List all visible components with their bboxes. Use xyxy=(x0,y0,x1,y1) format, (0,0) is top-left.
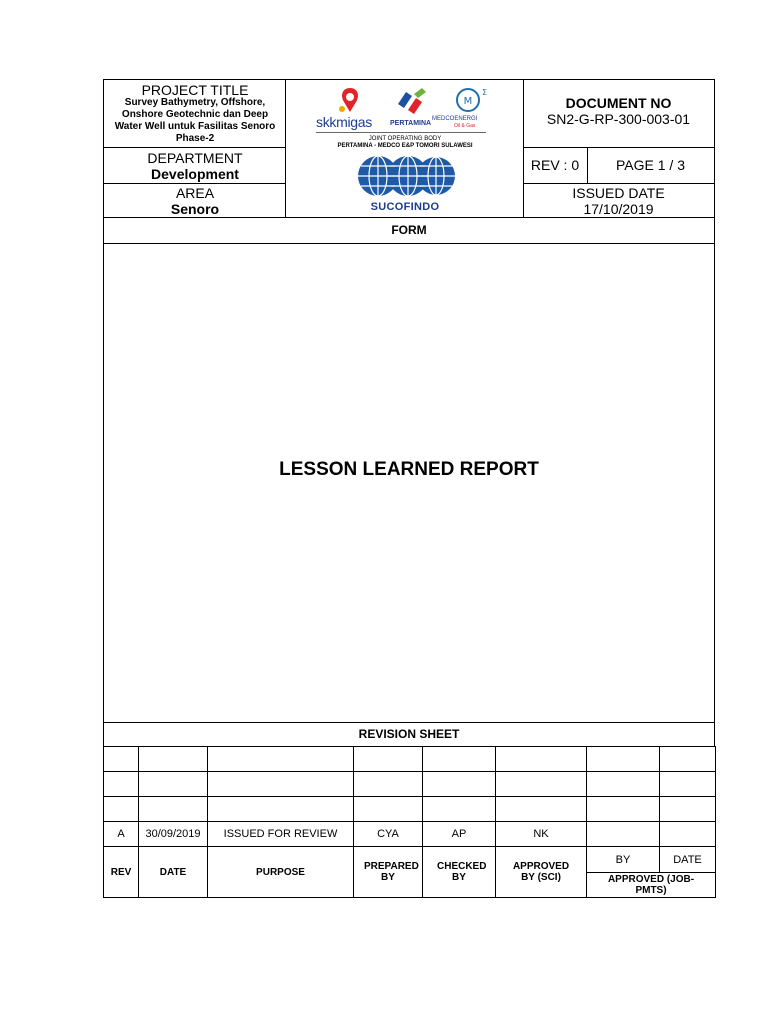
medco-logo-icon xyxy=(454,86,488,114)
pertamina-logo-icon xyxy=(394,86,430,118)
area-value: Senoro xyxy=(170,201,220,217)
skkmigas-wordmark: skkmigas xyxy=(316,114,372,130)
project-title-value: Survey Bathymetry, Offshore, Onshore Geotechnic dan Deep Water Well untuk Fasilitas Senoro Phase-2 xyxy=(114,97,276,144)
table-row xyxy=(104,797,716,822)
checked-cell: AP xyxy=(423,822,496,847)
sucofindo-wordmark: SUCOFINDO xyxy=(370,201,440,213)
page-number: PAGE 1 / 3 xyxy=(616,157,685,173)
header-row-top xyxy=(104,847,716,873)
revision-number: REV : 0 xyxy=(530,157,580,173)
date-cell: 30/09/2019 xyxy=(139,822,208,847)
purpose-cell: ISSUED FOR REVIEW xyxy=(208,822,354,847)
approved-sci-column-header: APPROVED BY (SCI) xyxy=(496,847,587,898)
header-left-panel xyxy=(103,79,286,218)
skkmigas-logo-icon xyxy=(336,86,364,116)
joint-operating-body-name: PERTAMINA - MEDCO E&P TOMORI SULAWESI xyxy=(337,143,473,149)
revision-sheet-heading-row xyxy=(103,722,715,747)
report-title: LESSON LEARNED REPORT xyxy=(279,459,539,480)
pertamina-wordmark: PERTAMINA xyxy=(390,120,432,127)
rev-cell: A xyxy=(104,822,139,847)
department-value: Development xyxy=(151,166,239,182)
rev-column-header: REV xyxy=(104,847,139,898)
medco-wordmark: MEDCOENERGI xyxy=(432,116,478,122)
checked-column-header: CHECKED BY xyxy=(423,847,496,898)
document-no-value: SN2-G-RP-300-003-01 xyxy=(546,111,691,127)
medco-subtitle: Oil & Gas xyxy=(454,123,476,129)
table-row xyxy=(104,772,716,797)
department-label: DEPARTMENT xyxy=(147,150,243,166)
prepared-cell: CYA xyxy=(354,822,423,847)
revision-table xyxy=(103,746,716,898)
issued-date-label: ISSUED DATE xyxy=(572,185,665,201)
date2-column-header: DATE xyxy=(660,847,716,873)
header-logo-panel xyxy=(285,79,524,218)
approved-sci-cell: NK xyxy=(496,822,587,847)
joint-operating-body-label: JOINT OPERATING BODY xyxy=(368,136,442,142)
form-heading: FORM xyxy=(391,223,427,237)
table-row xyxy=(104,822,716,847)
svg-text:Σ: Σ xyxy=(482,88,488,97)
svg-text:M: M xyxy=(463,96,473,107)
approved-job-column-header: APPROVED (JOB-PMTS) xyxy=(587,873,716,898)
revision-sheet-heading: REVISION SHEET xyxy=(358,727,460,741)
date-column-header: DATE xyxy=(139,847,208,898)
by-column-header: BY xyxy=(587,847,660,873)
prepared-column-header: PREPARED BY xyxy=(354,847,423,898)
area-label: AREA xyxy=(175,185,215,201)
issued-date-value: 17/10/2019 xyxy=(583,201,654,217)
header-right-panel xyxy=(523,79,715,218)
form-heading-row xyxy=(103,217,715,244)
document-no-label: DOCUMENT NO xyxy=(565,95,672,111)
project-title-label: PROJECT TITLE xyxy=(141,82,249,98)
form-body xyxy=(103,243,715,723)
table-row xyxy=(104,747,716,772)
sucofindo-globe-icon xyxy=(356,156,456,196)
purpose-column-header: PURPOSE xyxy=(208,847,354,898)
